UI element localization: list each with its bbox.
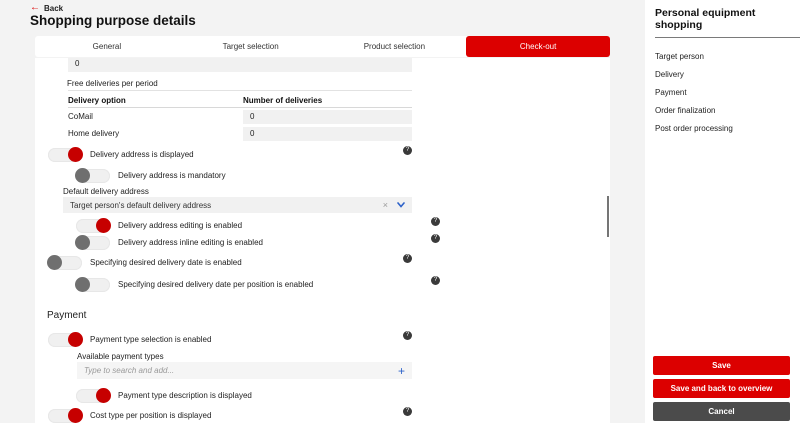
sidebar-item-post-order-processing[interactable]: Post order processing [655, 123, 733, 133]
row-delivery-address-mandatory [76, 168, 412, 183]
delivery-address-editing-toggle[interactable] [76, 219, 110, 233]
desired-delivery-date-per-position-toggle[interactable] [76, 278, 110, 292]
toggle-label: Delivery address inline editing is enabled [118, 238, 263, 247]
help-icon[interactable]: ? [403, 407, 412, 416]
help-icon[interactable]: ? [431, 276, 440, 285]
sidebar-item-delivery[interactable]: Delivery [655, 69, 684, 79]
plus-icon[interactable]: + [397, 363, 405, 378]
payment-section-heading: Payment [47, 310, 87, 321]
table-row-option: Home delivery [68, 129, 120, 138]
default-delivery-address-label: Default delivery address [63, 187, 149, 196]
default-delivery-address-select[interactable] [63, 197, 412, 213]
help-icon[interactable]: ? [431, 217, 440, 226]
row-desired-delivery-date-per-position [76, 277, 438, 292]
cost-type-per-position-toggle[interactable] [48, 409, 82, 423]
back-label: Back [44, 3, 64, 13]
tab-general[interactable]: General [92, 42, 122, 51]
divider [68, 90, 412, 91]
toggle-label: Delivery address is displayed [90, 150, 194, 159]
table-row-number-input[interactable]: 0 [243, 127, 412, 141]
available-payment-types-label: Available payment types [77, 352, 164, 361]
sidebar-item-target-person[interactable]: Target person [655, 51, 704, 61]
divider [68, 107, 412, 108]
row-cost-type-per-position [48, 408, 412, 423]
page-title: Shopping purpose details [30, 13, 196, 28]
back-arrow-icon: ← [30, 2, 40, 13]
delivery-address-mandatory-toggle[interactable] [76, 169, 110, 183]
save-and-back-button[interactable]: Save and back to overview [653, 379, 790, 398]
wizard-sidebar [645, 0, 800, 423]
vertical-scrollbar[interactable] [607, 196, 609, 237]
toggle-label: Cost type per position is displayed [90, 411, 212, 420]
help-icon[interactable]: ? [431, 234, 440, 243]
tab-target-selection[interactable]: Target selection [222, 42, 279, 51]
row-delivery-address-displayed [48, 147, 412, 162]
help-icon[interactable]: ? [403, 146, 412, 155]
back-link[interactable] [30, 3, 63, 13]
save-button[interactable]: Save [653, 356, 790, 375]
toggle-label: Specifying desired delivery date per position is enabled [118, 280, 314, 289]
payment-types-search-input[interactable] [77, 366, 398, 375]
tab-product-selection[interactable]: Product selection [363, 42, 426, 51]
tab-check-out[interactable]: Check-out [466, 36, 610, 57]
delivery-address-displayed-toggle[interactable] [48, 148, 82, 162]
toggle-label: Payment type description is displayed [118, 391, 252, 400]
chevron-down-icon[interactable] [397, 202, 405, 208]
toggle-label: Specifying desired delivery date is enabled [90, 258, 242, 267]
row-payment-type-selection [48, 332, 412, 347]
toggle-label: Payment type selection is enabled [90, 335, 212, 344]
help-icon[interactable]: ? [403, 331, 412, 340]
delivery-address-inline-editing-toggle[interactable] [76, 236, 110, 250]
help-icon[interactable]: ? [403, 254, 412, 263]
free-deliveries-label: Free deliveries per period [67, 79, 158, 88]
sidebar-buttons [653, 352, 790, 421]
desired-delivery-date-toggle[interactable] [48, 256, 82, 270]
cancel-button[interactable]: Cancel [653, 402, 790, 421]
toggle-label: Delivery address is mandatory [118, 171, 226, 180]
sidebar-title: Personal equipment shopping [655, 7, 800, 38]
col-number-of-deliveries: Number of deliveries [243, 96, 323, 105]
row-delivery-address-editing [76, 218, 438, 233]
payment-types-search [77, 362, 412, 379]
checkout-form-panel [35, 58, 610, 423]
table-row-number-input[interactable]: 0 [243, 110, 412, 124]
tab-bar [35, 36, 610, 57]
sidebar-item-order-finalization[interactable]: Order finalization [655, 105, 716, 115]
row-delivery-address-inline-editing [76, 235, 438, 250]
deliveries-count-field[interactable]: 0 [68, 58, 412, 72]
select-value: Target person's default delivery address [70, 200, 212, 210]
payment-type-selection-toggle[interactable] [48, 333, 82, 347]
payment-type-description-toggle[interactable] [76, 389, 110, 403]
toggle-label: Delivery address editing is enabled [118, 221, 243, 230]
sidebar-nav [645, 47, 800, 137]
clear-icon[interactable]: × [382, 200, 388, 210]
row-payment-type-description [76, 388, 412, 403]
row-desired-delivery-date [48, 255, 412, 270]
table-row-option: CoMail [68, 112, 93, 121]
col-delivery-option: Delivery option [68, 96, 126, 105]
sidebar-item-payment[interactable]: Payment [655, 87, 687, 97]
